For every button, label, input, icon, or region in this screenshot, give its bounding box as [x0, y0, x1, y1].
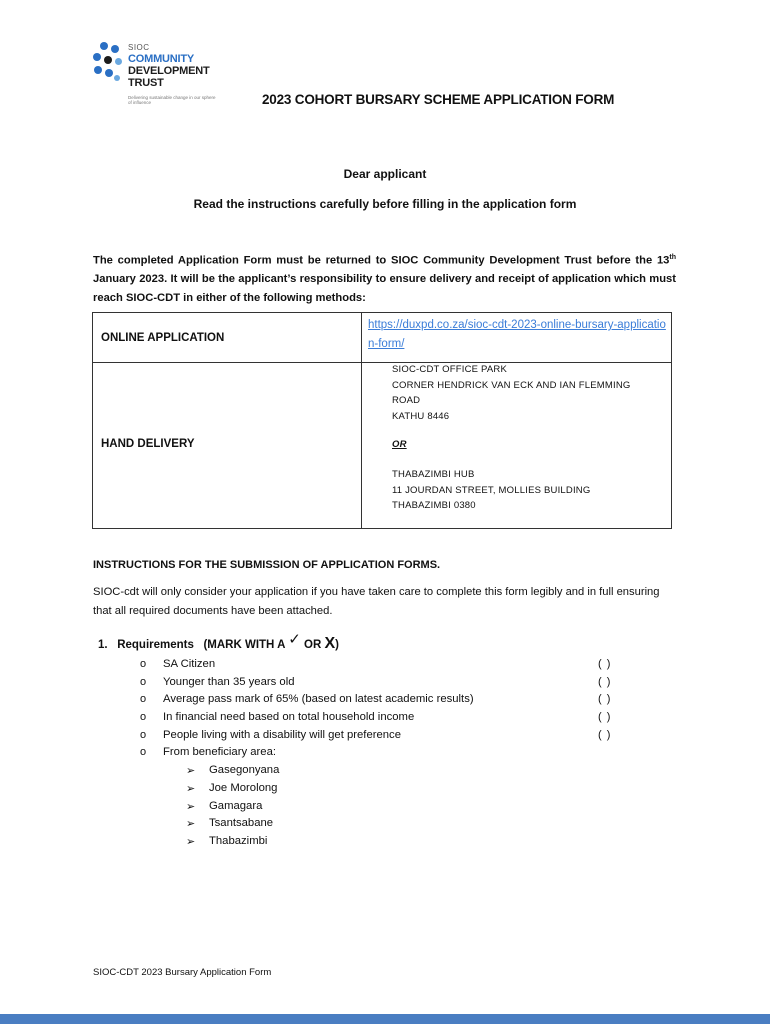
arrow-bullet-icon: ➢ [186, 818, 196, 830]
instruction-line: Read the instructions carefully before filling in the application form [193, 197, 577, 211]
requirements-heading: 1. Requirements (MARK WITH A ✓ OR X) [98, 631, 339, 652]
x-icon: X [324, 635, 336, 652]
kathu-address: SIOC-CDT OFFICE PARK CORNER HENDRICK VAN ECK AND IAN FLEMMING ROAD KATHU 8446 [392, 364, 631, 422]
mark-box-disability[interactable]: ( ) [598, 729, 612, 741]
bottom-bar [0, 1014, 770, 1024]
logo-dots-icon [92, 42, 122, 90]
check-icon: ✓ [288, 631, 301, 648]
logo-community: COMMUNITY [128, 53, 195, 65]
online-application-link[interactable]: https://duxpd.co.za/sioc-cdt-2023-online-bursary-application-form/ [368, 319, 666, 350]
logo-development: DEVELOPMENT [128, 65, 210, 77]
delivery-methods-table [92, 312, 672, 529]
arrow-bullet-icon: ➢ [186, 783, 196, 795]
intro-paragraph: The completed Application Form must be returned to SIOC Community Development Trust before the 13th January 2023. It will be the applicant’s responsibility to ensure delivery and receipt of application which must reach SIOC-CDT in either of the following methods: [93, 254, 676, 304]
mark-box-sa-citizen[interactable]: ( ) [598, 658, 612, 670]
thabazimbi-address: THABAZIMBI HUB 11 JOURDAN STREET, MOLLIES BUILDING THABAZIMBI 0380 [392, 469, 591, 511]
page-title: 2023 COHORT BURSARY SCHEME APPLICATION FORM [262, 92, 615, 107]
mark-box-financial-need[interactable]: ( ) [598, 711, 612, 723]
hand-delivery-label: HAND DELIVERY [101, 438, 195, 450]
logo-sioc: SIOC [128, 43, 150, 52]
page-footer: SIOC-CDT 2023 Bursary Application Form [93, 967, 272, 978]
arrow-bullet-icon: ➢ [186, 836, 196, 848]
instructions-heading: INSTRUCTIONS FOR THE SUBMISSION OF APPLICATION FORMS. [93, 559, 441, 571]
mark-box-age[interactable]: ( ) [598, 676, 612, 688]
logo-tagline: Delivering sustainable change in our sphere of influence [128, 95, 216, 105]
arrow-bullet-icon: ➢ [186, 801, 196, 813]
online-application-label: ONLINE APPLICATION [101, 332, 225, 344]
instructions-text: SIOC-cdt will only consider your application if you have taken care to complete this form legibly and in full ensuring that all required documents have been attached. [93, 586, 660, 617]
mark-box-pass-mark[interactable]: ( ) [598, 693, 612, 705]
or-text: OR [392, 439, 407, 450]
arrow-bullet-icon: ➢ [186, 765, 196, 777]
greeting: Dear applicant [343, 167, 427, 181]
logo-trust: TRUST [128, 77, 164, 89]
